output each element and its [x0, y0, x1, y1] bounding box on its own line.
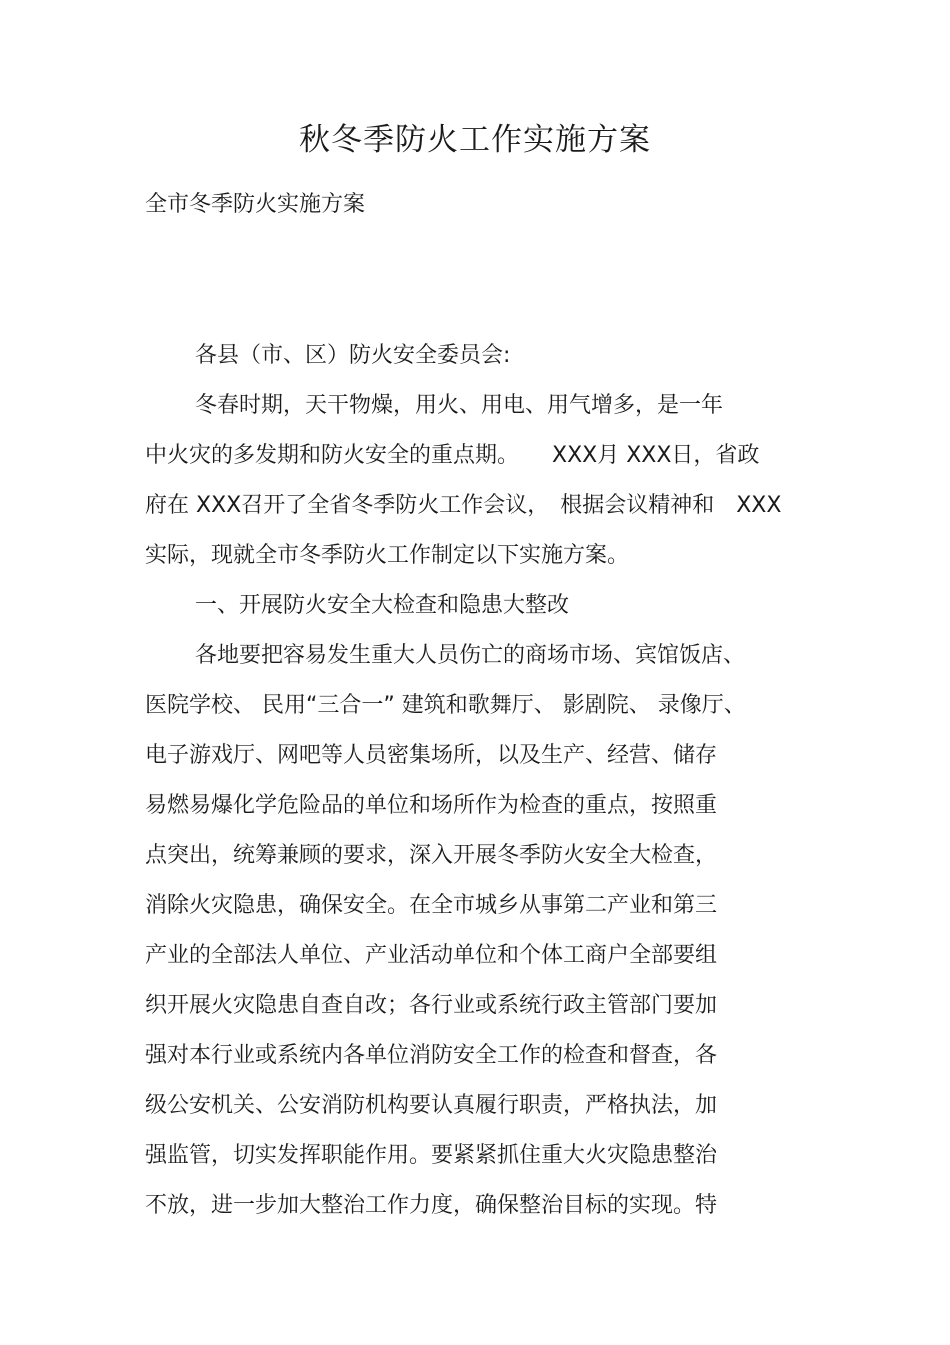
- paragraph-line: 产业的全部法人单位、产业活动单位和个体工商户全部要组: [145, 943, 718, 968]
- paragraph-line: 强监管，切实发挥职能作用。要紧紧抓住重大火灾隐患整治: [145, 1143, 718, 1168]
- paragraph-line: 中火灾的多发期和防火安全的重点期。 XXX月 XXX日，省政: [145, 443, 760, 468]
- paragraph-line: 冬春时期，天干物燥，用火、用电、用气增多，是一年: [195, 393, 724, 418]
- paragraph-line: 各地要把容易发生重大人员伤亡的商场市场、宾馆饭店、: [195, 643, 746, 668]
- paragraph-line: 级公安机关、公安消防机构要认真履行职责，严格执法，加: [145, 1093, 718, 1118]
- paragraph-line: 点突出，统筹兼顾的要求，深入开展冬季防火安全大检查，: [145, 843, 718, 868]
- paragraph-line: 消除火灾隐患，确保安全。在全市城乡从事第二产业和第三: [145, 893, 718, 918]
- paragraph-line: 府在 XXX召开了全省冬季防火工作会议， 根据会议精神和 XXX: [145, 493, 782, 518]
- paragraph-line: 实际，现就全市冬季防火工作制定以下实施方案。: [145, 543, 630, 568]
- paragraph-line: 强对本行业或系统内各单位消防安全工作的检查和督查，各: [145, 1043, 718, 1068]
- section-heading: 一、开展防火安全大检查和隐患大整改: [195, 593, 570, 618]
- paragraph-line: 电子游戏厅、网吧等人员密集场所，以及生产、经营、储存: [145, 743, 718, 768]
- paragraph-line: 织开展火灾隐患自查自改；各行业或系统行政主管部门要加: [145, 993, 718, 1018]
- paragraph-line: 易燃易爆化学危险品的单位和场所作为检查的重点，按照重: [145, 793, 718, 818]
- document-title: 秋冬季防火工作实施方案: [299, 122, 651, 158]
- document-subtitle: 全市冬季防火实施方案: [145, 192, 366, 217]
- paragraph-line: 不放，进一步加大整治工作力度，确保整治目标的实现。特: [145, 1193, 718, 1218]
- paragraph-line: 医院学校、 民用“三合一” 建筑和歌舞厅、 影剧院、 录像厅、: [145, 693, 746, 718]
- salutation: 各县（市、区）防火安全委员会:: [195, 343, 511, 368]
